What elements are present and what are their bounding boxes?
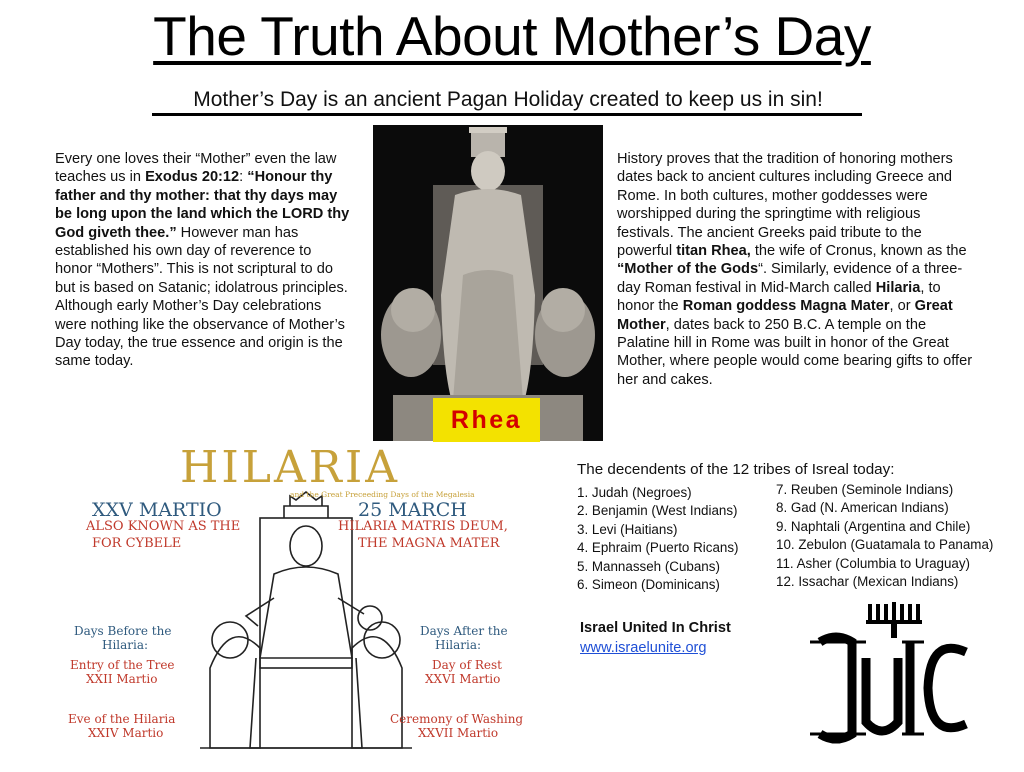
organization-name: Israel United In Christ [580, 620, 731, 636]
hilaria-tagline: and the Great Preceeding Days of the Megalesia [290, 490, 475, 499]
day-of-rest-date: XXVI Martio [425, 672, 501, 686]
titan-rhea: titan Rhea, [676, 243, 751, 260]
rhea-label: Rhea [433, 398, 540, 442]
ceremony-of-washing-date: XXVII Martio [418, 726, 499, 740]
right-paragraph [617, 150, 973, 389]
iuic-monogram [820, 637, 966, 739]
entry-of-tree: Entry of the Tree [70, 658, 175, 672]
right-text-2: the wife of Cronus, known as the [750, 243, 967, 260]
hilaria-title: HILARIA [180, 448, 401, 493]
left-text-body: However man has established his own day of reverence to honor “Mothers”. This is not scriptural to do but is based on Satanic; idolatrous principles. Although early Mother’s Day celebrations were nothing like the observance of Mother’s Day today, the true essence and origin is the same today. [55, 224, 348, 370]
left-text-colon: : [239, 169, 248, 186]
list-item: 12. Issachar (Mexican Indians) [776, 574, 959, 590]
eve-of-hilaria-date: XXIV Martio [88, 726, 164, 740]
list-item: 11. Asher (Columbia to Uraguay) [776, 555, 971, 571]
days-before-heading-2: Hilaria: [102, 638, 149, 652]
great-mother-term: Great Mother [617, 298, 953, 333]
aka-right-1: HILARIA MATRIS DEUM, [338, 519, 508, 534]
days-after-heading-2: Hilaria: [435, 638, 482, 652]
exodus-quote: “Honour thy father and thy mother: that thy days may be long upon the land which the LORD thy God giveth thee.” [55, 169, 350, 241]
page-title: The Truth About Mother’s Day [153, 5, 871, 67]
list-item: 5. Mannasseh (Cubans) [577, 558, 720, 574]
hilaria-term: Hilaria [875, 279, 921, 296]
days-before-heading-1: Days Before the [74, 624, 172, 638]
menorah-icon [866, 602, 922, 638]
list-item: 6. Simeon (Dominicans) [577, 577, 720, 593]
left-paragraph [55, 150, 350, 371]
right-text-1: History proves that the tradition of honoring mothers dates back to ancient cultures including Greece and Rome. In both cultures, mother goddesses were worshipped during the springtime with religious festivals. The ancient Greeks paid tribute to the powerful [617, 151, 953, 260]
hilaria-poster [60, 448, 552, 764]
day-of-rest: Day of Rest [432, 658, 502, 672]
subtitle-underline [152, 113, 862, 116]
date-roman: XXV MARTIO [92, 499, 222, 521]
mother-of-gods: “Mother of the Gods [617, 261, 759, 278]
list-item: 7. Reuben (Seminole Indians) [776, 482, 954, 497]
entry-of-tree-date: XXII Martio [86, 672, 158, 686]
rhea-statue-drawing [373, 125, 603, 441]
magna-mater-term: Roman goddess Magna Mater [682, 298, 890, 315]
right-text-5: , or [889, 298, 915, 315]
tribes-list-right [776, 481, 993, 591]
list-item: 2. Benjamin (West Indians) [577, 503, 738, 519]
right-text-4: , to honor the [617, 279, 941, 315]
aka-left-1: ALSO KNOWN AS THE [86, 519, 241, 534]
rhea-statue-image [373, 125, 603, 441]
list-item: 1. Judah (Negroes) [577, 485, 692, 500]
list-item: 10. Zebulon (Guatamala to Panama) [776, 537, 994, 553]
aka-right-2: THE MAGNA MATER [358, 536, 500, 551]
exodus-reference: Exodus 20:12 [145, 169, 240, 186]
list-item: 9. Naphtali (Argentina and Chile) [776, 518, 971, 534]
left-text-intro: Every one loves their “Mother” even the law teaches us in [55, 151, 337, 186]
right-text-3: “. Similarly, evidence of a three-day Roman festival in Mid-March called [617, 261, 963, 296]
right-text-6: , dates back to 250 B.C. A temple on the Palatine hill in Rome was built in honor of the Great Mother, where people would come bearing gifts to offer her and cakes. [617, 316, 973, 388]
list-item: 4. Ephraim (Puerto Ricans) [577, 540, 739, 556]
tribes-heading: The decendents of the 12 tribes of Isreal today: [577, 461, 895, 478]
list-item: 8. Gad (N. American Indians) [776, 500, 949, 516]
days-after-heading-1: Days After the [420, 624, 508, 638]
iuic-logo [806, 602, 976, 754]
tribes-list-left [577, 484, 739, 594]
ceremony-of-washing: Ceremony of Washing [390, 712, 524, 726]
list-item: 3. Levi (Haitians) [577, 521, 678, 537]
organization-link[interactable]: www.israelunite.org [580, 640, 707, 656]
aka-left-2: FOR CYBELE [92, 536, 182, 551]
date-english: 25 MARCH [358, 499, 467, 521]
eve-of-hilaria: Eve of the Hilaria [68, 712, 176, 726]
page-subtitle: Mother’s Day is an ancient Pagan Holiday created to keep us in sin! [193, 88, 823, 111]
